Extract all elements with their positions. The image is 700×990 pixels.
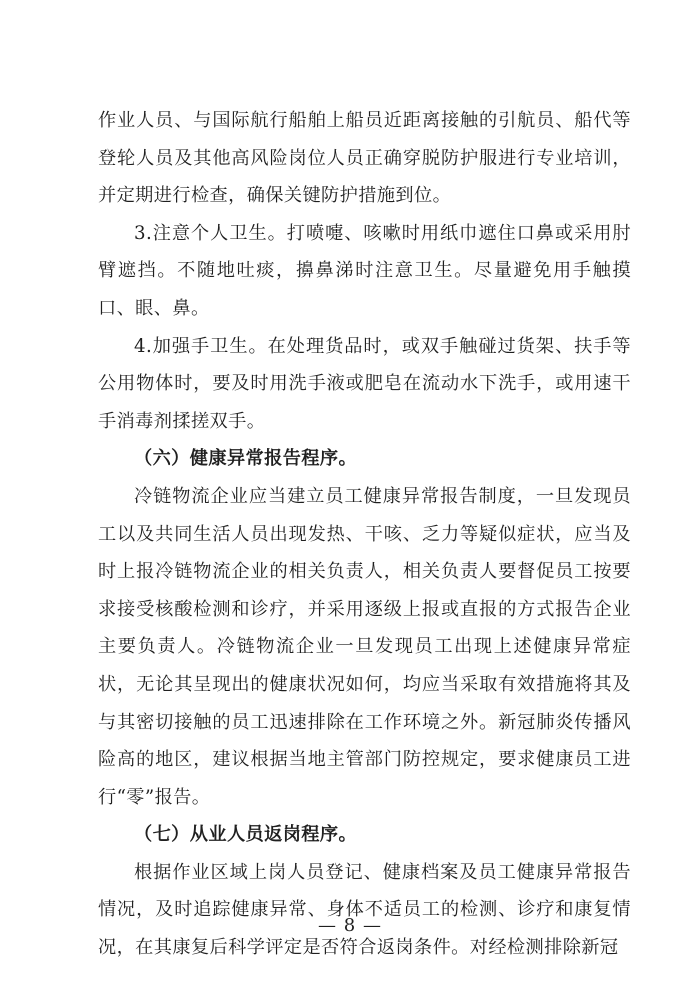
- paragraph-return-to-work: 根据作业区域上岗人员登记、健康档案及员工健康异常报告情况，及时追踪健康异常、身体不适员工的检测、诊疗和康复情况，在其康复后科学评定是否符合返岗条件。对经检测排除新冠: [98, 861, 631, 959]
- document-body: [98, 102, 631, 967]
- paragraph-health-abnormality-report: 冷链物流企业应当建立员工健康异常报告制度，一旦发现员工以及共同生活人员出现发热、干咳、乏力等疑似症状，应当及时上报冷链物流企业的相关负责人，相关负责人要督促员工按要求接受核酸检测和诊疗，并采用逐级上报或直报的方式报告企业主要负责人。冷链物流企业一旦发现员工出现上述健康异常症状，无论其呈现出的健康状况如何，均应当采取有效措施将其及与其密切接触的员工迅速排除在工作环境之外。新冠肺炎传播风险高的地区，建议根据当地主管部门防控规定，要求健康员工进行“零”报告。: [98, 485, 631, 808]
- section-heading-return-to-work: （七）从业人员返岗程序。: [134, 824, 358, 846]
- paragraph-protective-training-continued: 作业人员、与国际航行船舶上船员近距离接触的引航员、船代等登轮人员及其他高风险岗位人员正确穿脱防护服进行专业培训，并定期进行检查，确保关键防护措施到位。: [98, 110, 631, 207]
- page-number: — 8 —: [318, 915, 382, 936]
- paragraph-personal-hygiene: 3.注意个人卫生。打喷嚏、咳嗽时用纸巾遮住口鼻或采用肘臂遮挡。不随地吐痰，擤鼻涕时注意卫生。尽量避免用手触摸口、眼、鼻。: [98, 222, 631, 319]
- paragraph-hand-hygiene: 4.加强手卫生。在处理货品时，或双手触碰过货架、扶手等公用物体时，要及时用洗手液或肥皂在流动水下洗手，或用速干手消毒剂揉搓双手。: [98, 335, 631, 432]
- section-heading-health-abnormality-report: （六）健康异常报告程序。: [134, 448, 358, 470]
